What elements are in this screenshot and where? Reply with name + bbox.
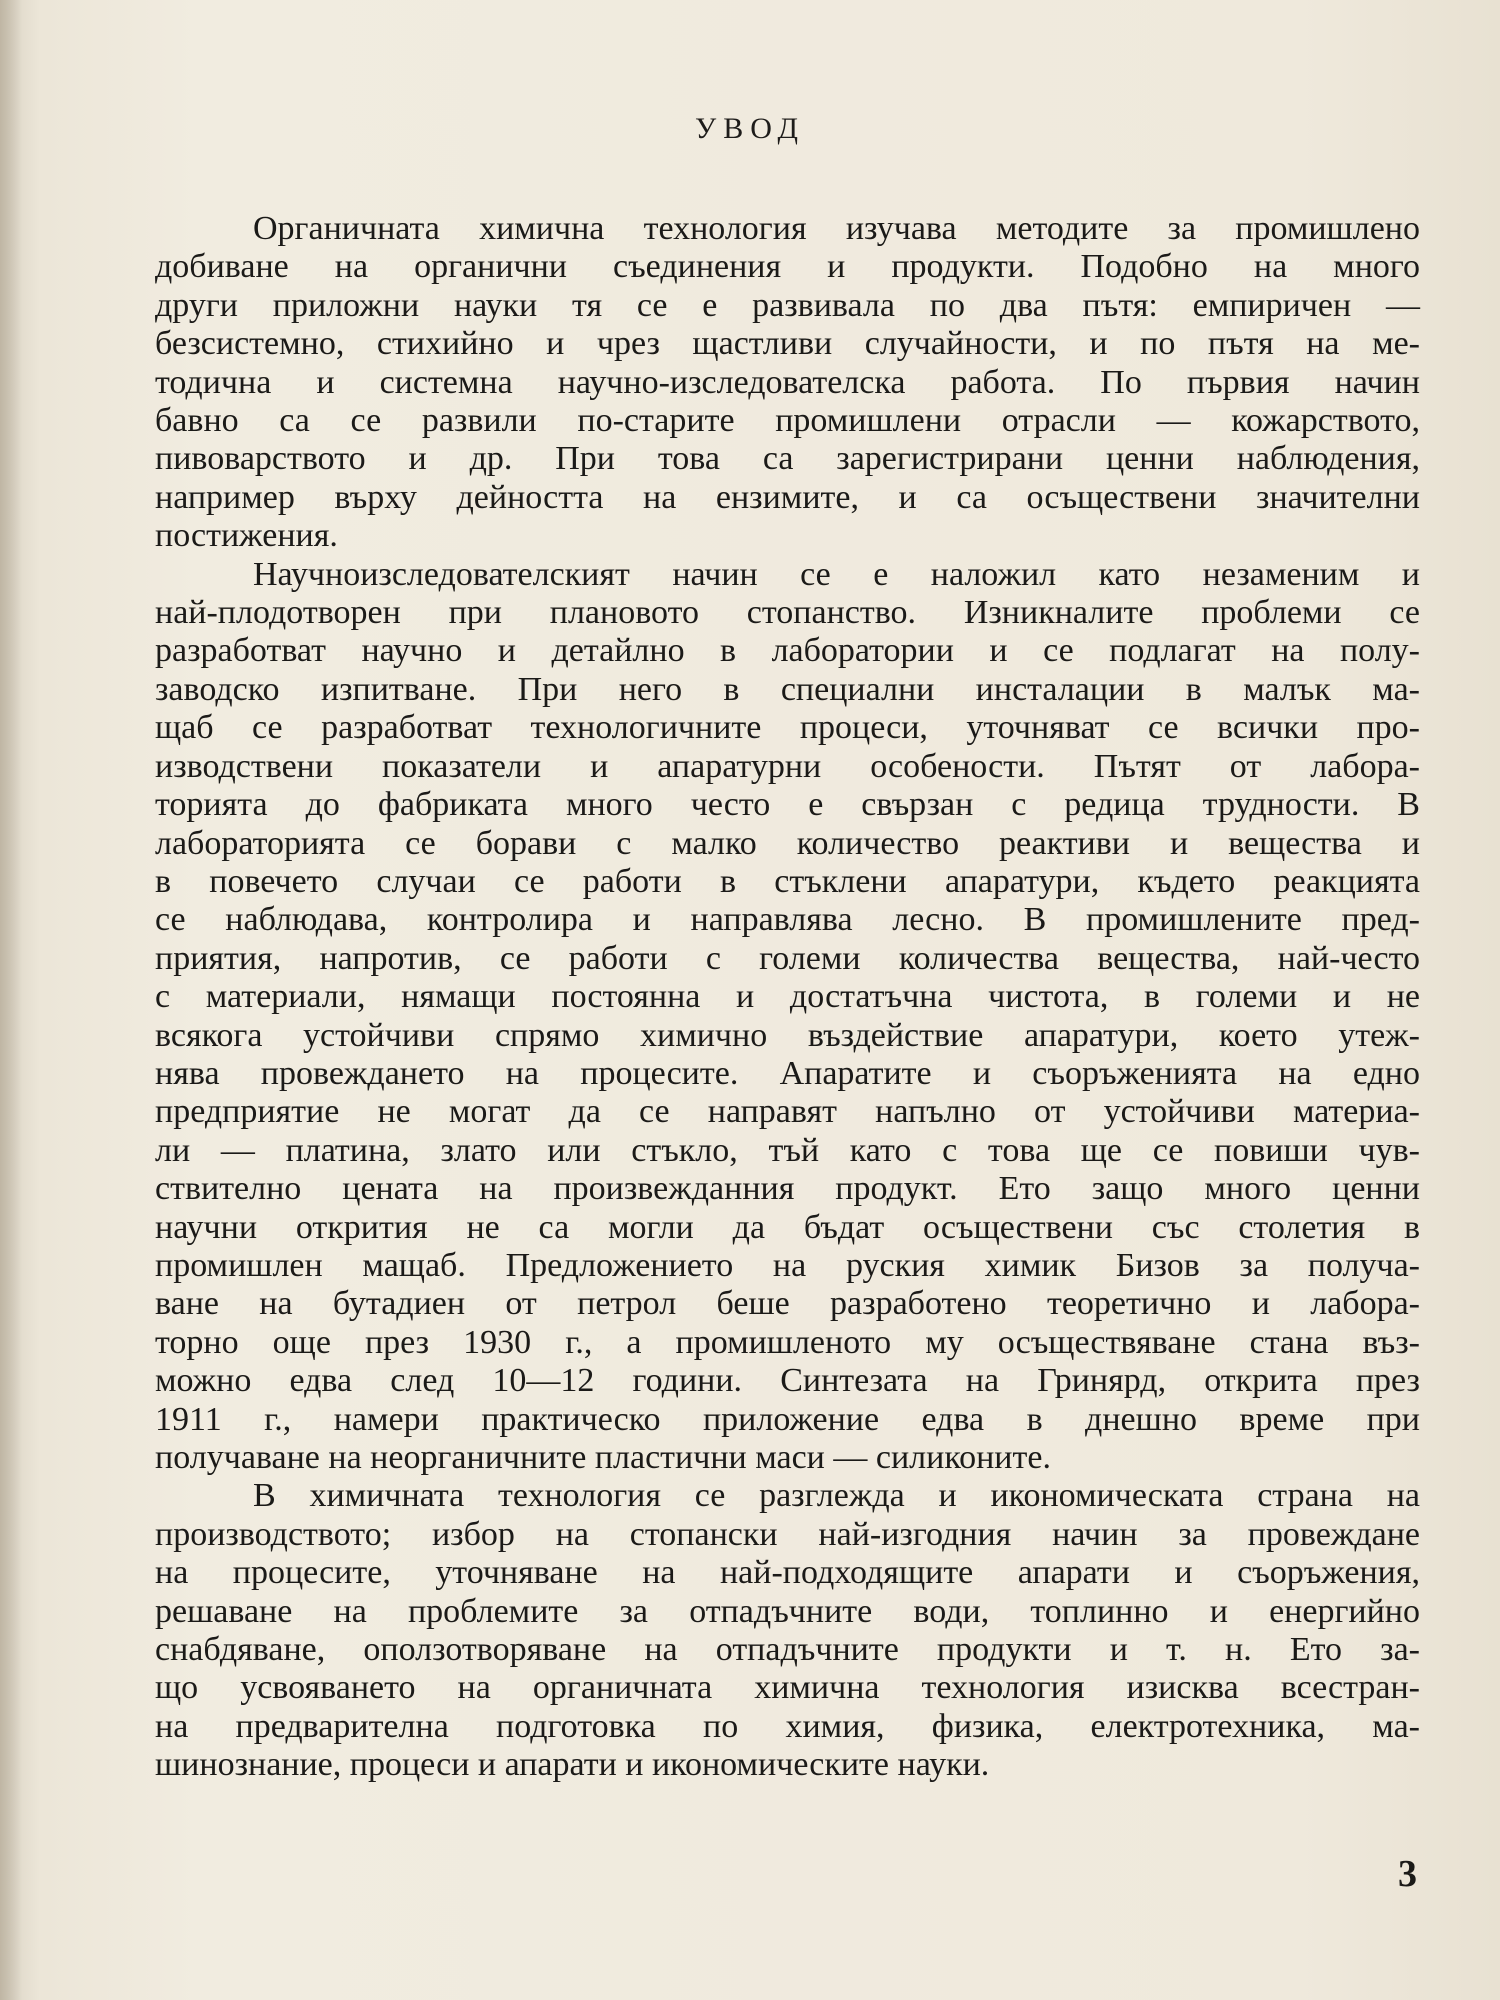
paragraph-3 <box>155 1477 1420 1784</box>
text-line: Органичната химична технология изучава методите за промишлено <box>253 210 1420 247</box>
text-line: 1911 г., намери практическо приложение едва в днешно време при <box>155 1400 1420 1438</box>
text-line: тодична и системна научно-изследователска работа. По първия начин <box>155 363 1420 401</box>
text-line: можно едва след 10—12 години. Синтезата на Гринярд, открита през <box>155 1362 1420 1400</box>
text-line: Научноизследователският начин се е наложил като незаменим и <box>253 555 1420 593</box>
text-line: щаб се разработват технологичните процеси, уточняват се всички про- <box>155 709 1420 747</box>
text-line: нява провеждането на процесите. Апаратите и съоръженията на едно <box>155 1054 1420 1092</box>
text-line: торно още през 1930 г., а промишленото му осъществяване стана въз- <box>155 1323 1420 1361</box>
text-line: заводско изпитване. При него в специални инсталации в малък ма- <box>155 670 1420 708</box>
text-line: се наблюдава, контролира и направлява лесно. В промишлените пред- <box>155 901 1420 939</box>
text-line: всякога устойчиви спрямо химично въздействие апаратури, което утеж- <box>155 1016 1420 1054</box>
text-line: в повечето случаи се работи в стъклени апаратури, където реакцията <box>155 862 1420 900</box>
text-line: разработват научно и детайлно в лаборатории и се подлагат на полу- <box>155 632 1420 670</box>
binding-shadow <box>0 0 22 2000</box>
text-line: торията до фабриката много често е свързан с редица трудности. В <box>155 786 1420 824</box>
text-line: пивоварството и др. При това са зарегистрирани ценни наблюдения, <box>155 440 1420 478</box>
chapter-heading: УВОД <box>695 112 805 145</box>
text-line: ли — платина, злато или стъкло, тъй като с това ще се повиши чув- <box>155 1131 1420 1169</box>
text-line: например върху дейността на ензимите, и са осъществени значителни <box>155 478 1420 516</box>
text-line: бавно са се развили по-старите промишлени отрасли — кожарството, <box>155 402 1420 440</box>
text-line: снабдяване, оползотворяване на отпадъчните продукти и т. н. Ето за- <box>155 1631 1420 1669</box>
paragraph-1 <box>155 210 1420 556</box>
text-line: на процесите, уточняване на най-подходящите апарати и съоръжения, <box>155 1554 1420 1592</box>
text-line: предприятие не могат да се направят напълно от устойчиви материа- <box>155 1093 1420 1131</box>
text-line: получаване на неорганичните пластични маси — силиконите. <box>155 1439 1051 1476</box>
text-line: на предварителна подготовка по химия, физика, електротехника, ма- <box>155 1707 1420 1745</box>
text-line: най-плодотворен при плановото стопанство. Изникналите проблеми се <box>155 594 1420 632</box>
text-line: други приложни науки тя се е развивала по два пътя: емпиричен — <box>155 286 1420 324</box>
page-number: 3 <box>1398 1853 1417 1895</box>
paragraph-2 <box>155 556 1420 1478</box>
text-line: приятия, напротив, се работи с големи количества вещества, най-често <box>155 939 1420 977</box>
text-line: безсистемно, стихийно и чрез щастливи случайности, и по пътя на ме- <box>155 325 1420 363</box>
text-line: изводствени показатели и апаратурни особености. Пътят от лабора- <box>155 747 1420 785</box>
text-line: що усвояването на органичната химична технология изисква всестран- <box>155 1669 1420 1707</box>
text-line: ствително цената на произвежданния продукт. Ето защо много ценни <box>155 1170 1420 1208</box>
text-line: шинознание, процеси и апарати и икономическите науки. <box>155 1746 990 1784</box>
text-line: лабораторията се борави с малко количество реактиви и вещества и <box>155 824 1420 862</box>
text-line: В химичната технология се разглежда и икономическата страна на <box>253 1477 1420 1515</box>
text-line: ване на бутадиен от петрол беше разработено теоретично и лабора- <box>155 1285 1420 1323</box>
text-line: решаване на проблемите за отпадъчните води, топлинно и енергийно <box>155 1592 1420 1630</box>
page-body <box>155 210 1420 1785</box>
text-line: научни открития не са могли да бъдат осъществени със столетия в <box>155 1208 1420 1246</box>
text-line: промишлен мащаб. Предложението на руския химик Бизов за получа- <box>155 1246 1420 1284</box>
text-line: производството; избор на стопански най-изгодния начин за провеждане <box>155 1515 1420 1553</box>
text-line: добиване на органични съединения и продукти. Подобно на много <box>155 248 1420 286</box>
text-line: с материали, нямащи постоянна и достатъчна чистота, в големи и не <box>155 978 1420 1016</box>
text-line: постижения. <box>155 517 338 555</box>
